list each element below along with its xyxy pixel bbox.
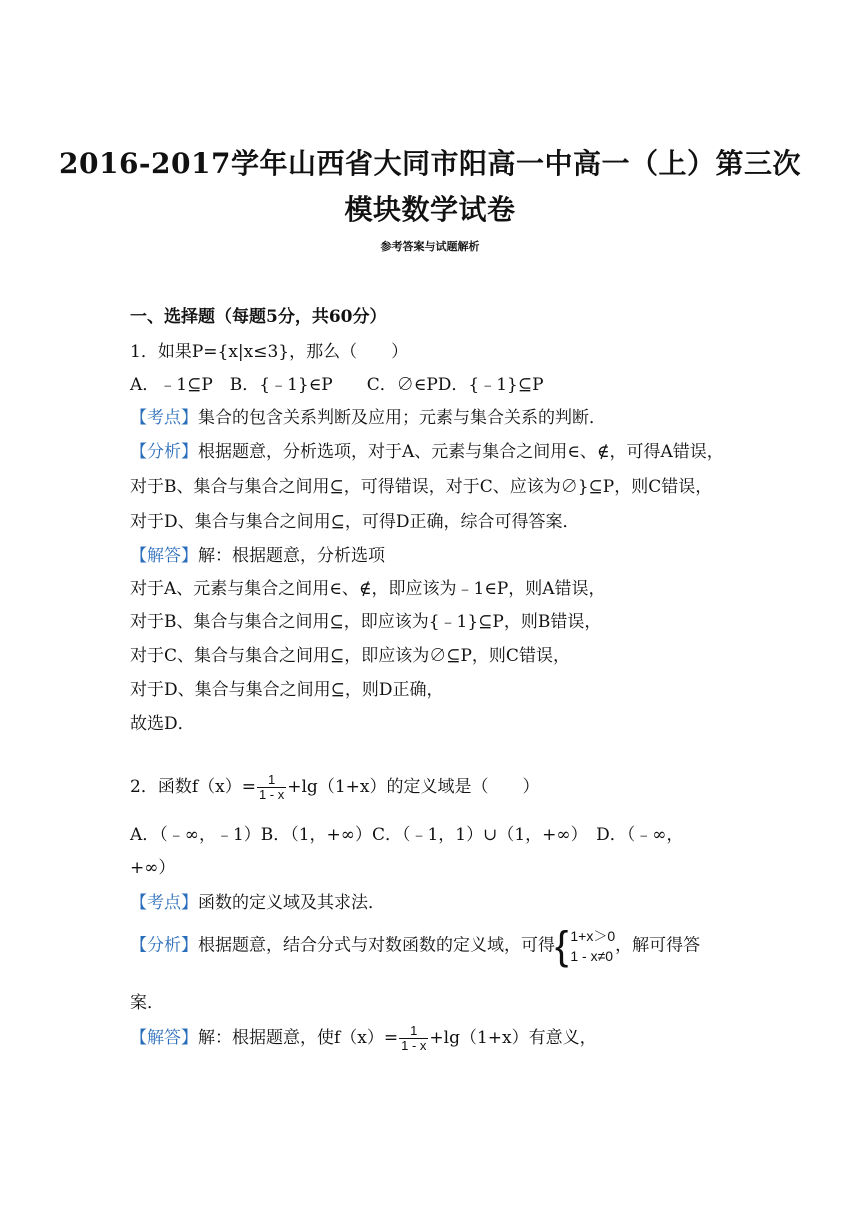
q1-jieda-text-5: 对于D、集合与集合之间用⊆，则D正确，	[130, 680, 444, 700]
fenxi-tag: 【分析】	[130, 935, 198, 956]
q2-fenxi-text-2: 案．	[130, 993, 164, 1013]
q1-fenxi-text-3: 对于D、集合与集合之间用⊆，可得D正确，综合可得答案．	[130, 512, 580, 532]
q1-fenxi	[130, 437, 724, 462]
q2-sys-row-2: 1 - x≠0	[570, 948, 614, 964]
q2-stem	[130, 772, 539, 802]
q2-sys-row-1: 1+x＞0	[570, 928, 616, 944]
q2-fenxi-post: ，解可得答	[615, 935, 701, 956]
q2-jieda-frac-numerator: 1	[410, 1022, 418, 1038]
q1-kaodian	[130, 403, 606, 428]
q1-jieda	[130, 541, 385, 566]
section-heading: 一、选择题（每题5分，共60分）	[130, 307, 387, 327]
q2-options-1: A．（﹣∞，﹣1）B．（1，+∞）C．（﹣1，1）∪（1，+∞） D．（﹣∞，	[130, 825, 684, 845]
q1-options: A．﹣1⊆P B．{﹣1}∈P C．∅∈PD．{﹣1}⊆P	[130, 375, 544, 395]
q1-fenxi-text-2: 对于B、集合与集合之间用⊆，可得错误，对于C、应该为∅}⊆P，则C错误，	[130, 477, 713, 497]
q2-jieda-fraction	[399, 1024, 428, 1054]
q2-options-2: +∞）	[130, 858, 176, 878]
q2-fenxi	[130, 926, 700, 966]
q1-jieda-text-6: 故选D．	[130, 714, 195, 734]
q2-jieda-post: +lg（1+x）有意义，	[429, 1028, 597, 1048]
q1-kaodian-text: 集合的包含关系判断及应用；元素与集合关系的判断．	[198, 408, 606, 428]
subtitle: 参考答案与试题解析	[380, 240, 480, 253]
jieda-tag: 【解答】	[130, 1028, 198, 1048]
q2-jieda-pre: 解：根据题意，使f（x）=	[198, 1028, 399, 1048]
kaodian-tag: 【考点】	[130, 893, 198, 913]
fenxi-tag: 【分析】	[130, 442, 198, 462]
q1-jieda-text-1: 解：根据题意，分析选项	[198, 546, 385, 566]
q2-frac-numerator: 1	[267, 771, 276, 787]
q1-jieda-text-2: 对于A、元素与集合之间用∈、∉，即应该为﹣1∈P，则A错误，	[130, 579, 606, 599]
q1-jieda-text-3: 对于B、集合与集合之间用⊆，即应该为{﹣1}⊆P，则B错误，	[130, 612, 602, 632]
q1-jieda-text-4: 对于C、集合与集合之间用⊆，即应该为∅⊆P，则C错误，	[130, 646, 570, 666]
q2-stem-pre: 2．函数f（x）=	[130, 777, 256, 797]
jieda-tag: 【解答】	[130, 546, 198, 566]
q2-kaodian-text: 函数的定义域及其求法．	[198, 893, 385, 913]
q2-jieda	[130, 1023, 597, 1053]
q2-kaodian	[130, 888, 385, 913]
q2-frac-denominator: 1 - x	[258, 787, 285, 802]
q2-fenxi-pre: 根据题意，结合分式与对数函数的定义域，可得	[198, 935, 555, 956]
title-line-2: 模块数学试卷	[344, 193, 516, 226]
kaodian-tag: 【考点】	[130, 408, 198, 428]
q2-jieda-frac-denominator: 1 - x	[401, 1038, 427, 1053]
q2-fraction	[257, 773, 286, 803]
q2-inequality-system	[555, 926, 615, 966]
brace-symbol: {	[555, 924, 569, 968]
q1-fenxi-text-1: 根据题意，分析选项，对于A、元素与集合之间用∈、∉，可得A错误，	[198, 442, 724, 462]
title-line-1: 2016-2017学年山西省大同市阳高一中高一（上）第三次	[59, 147, 801, 180]
q1-stem: 1．如果P={x|x≤3}，那么（ ）	[130, 342, 409, 362]
q2-stem-post: +lg（1+x）的定义域是（ ）	[287, 777, 540, 797]
